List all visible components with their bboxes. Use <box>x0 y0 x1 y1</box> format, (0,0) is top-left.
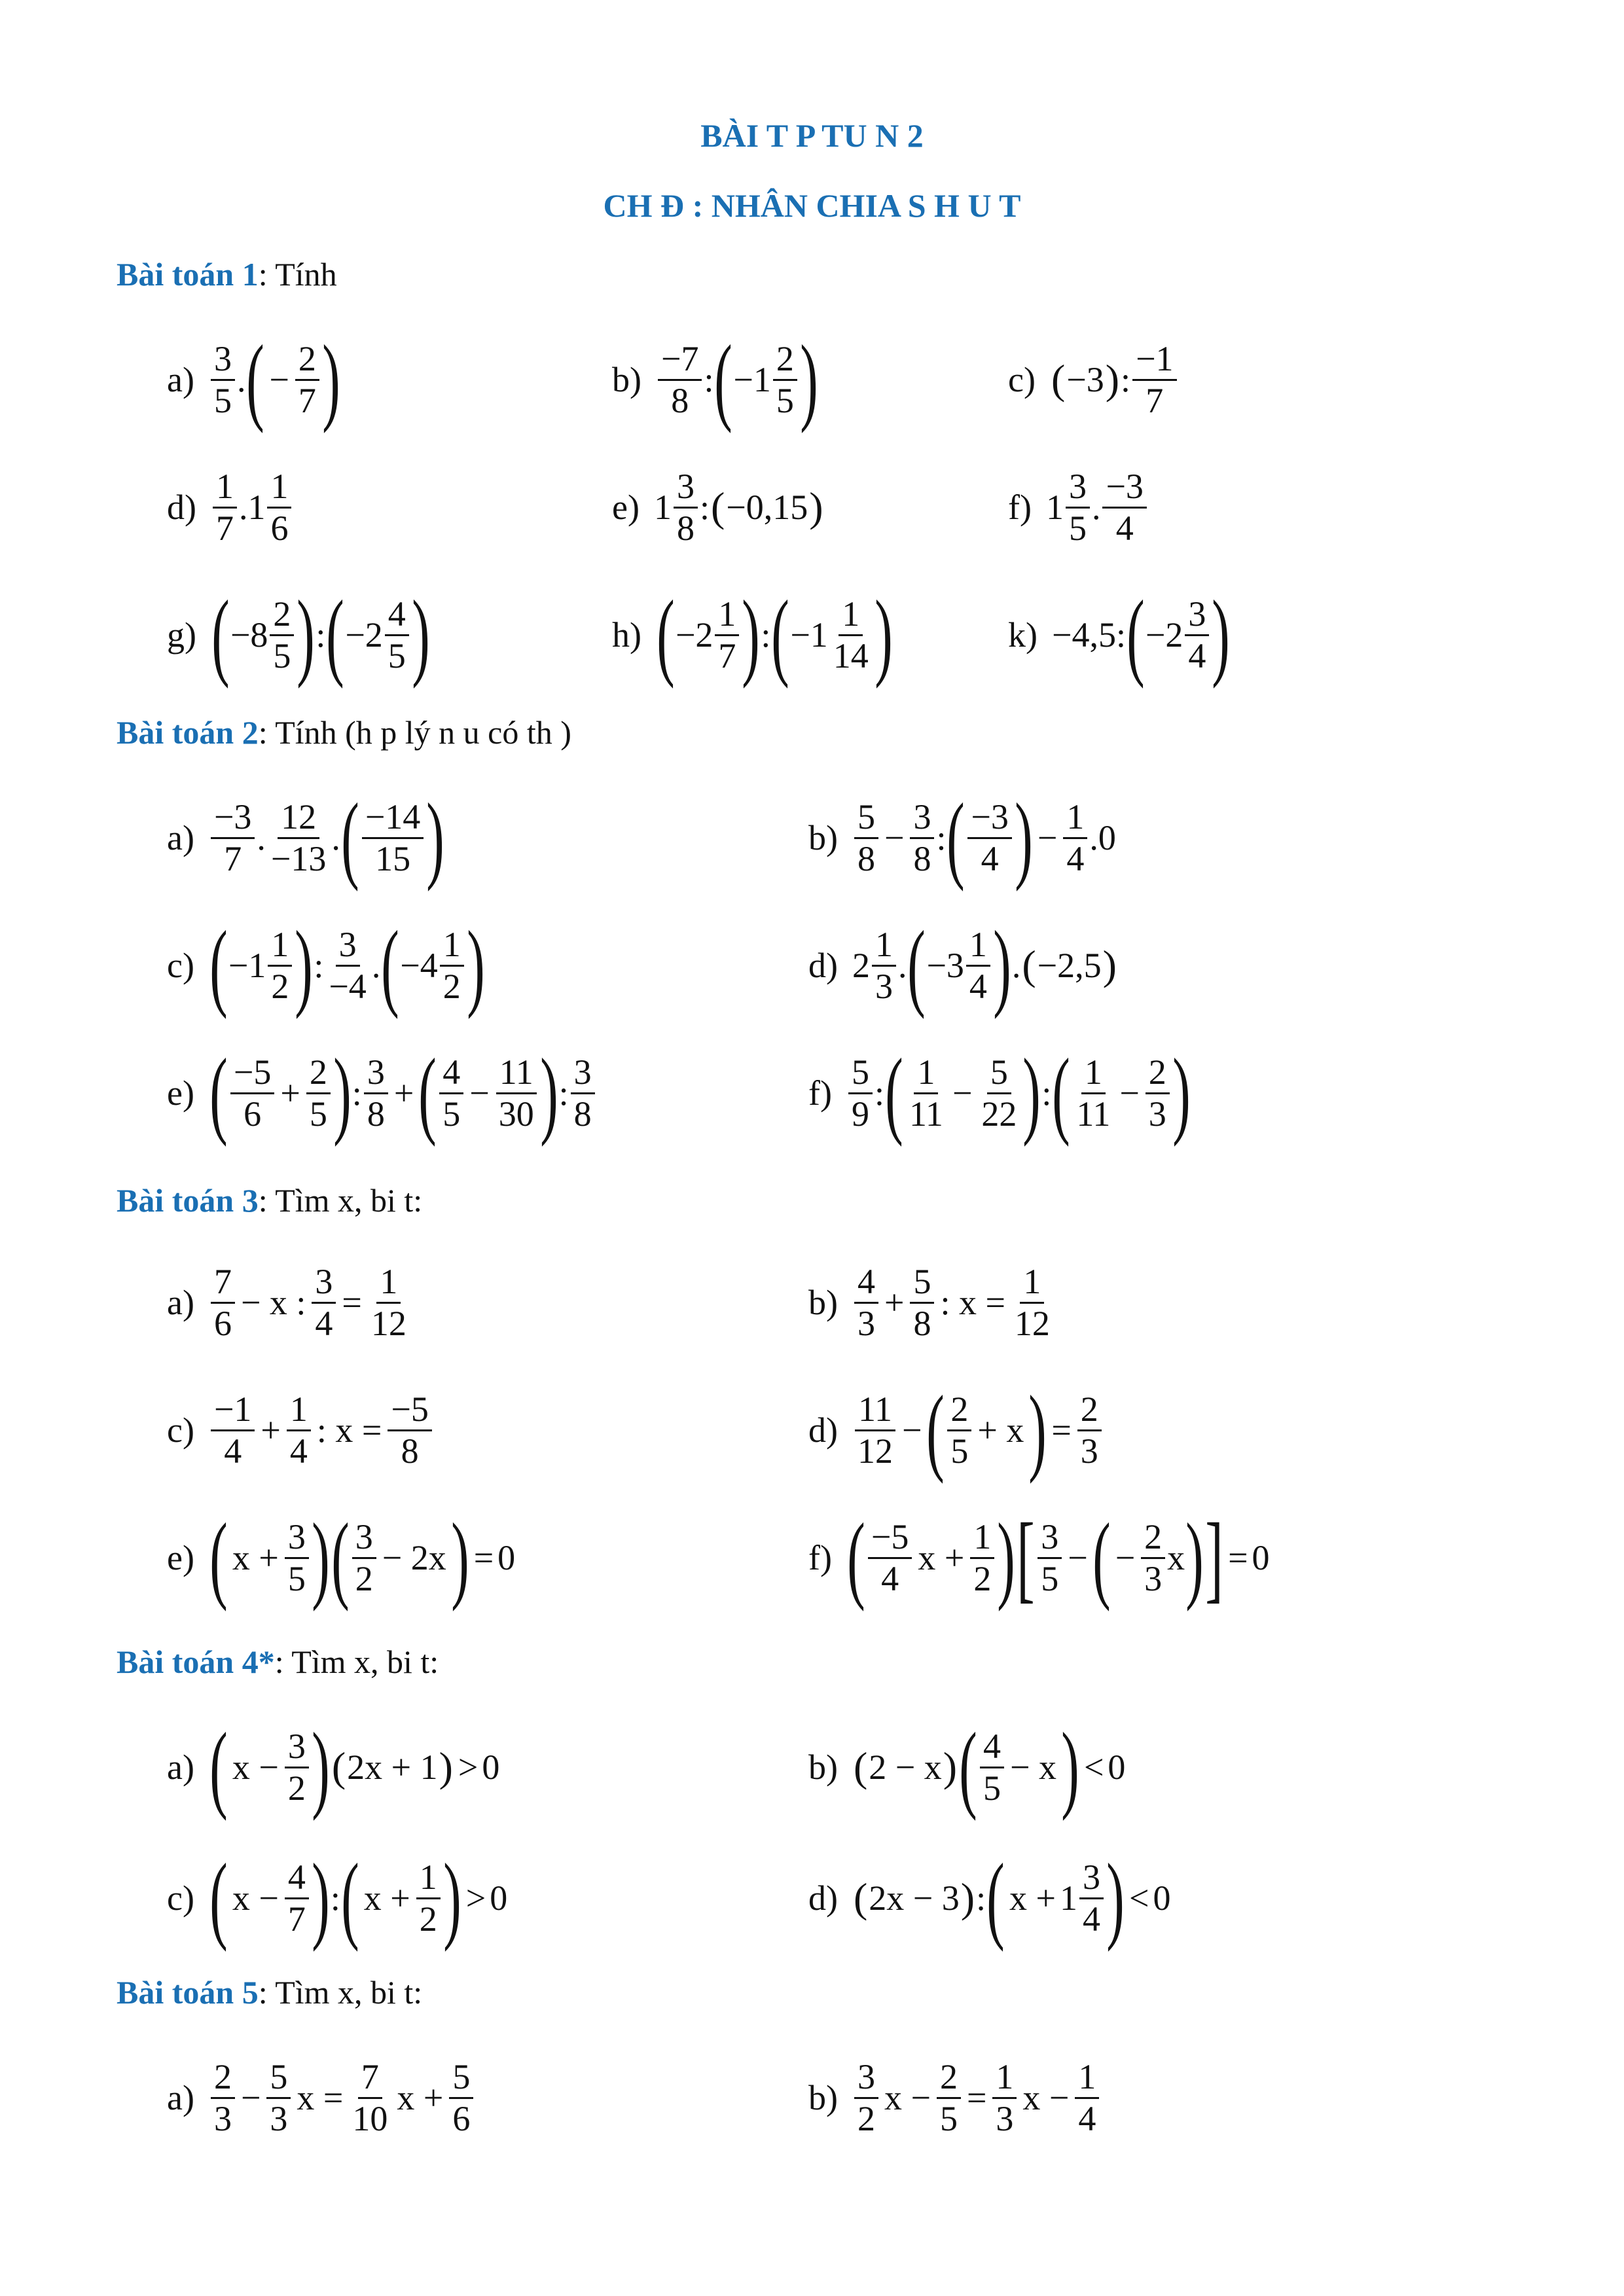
item-label: h) <box>612 615 641 655</box>
problem-heading <box>117 713 571 751</box>
fraction: $\frac{3}{2}$ <box>854 2057 878 2138</box>
item-label: k) <box>1008 615 1038 655</box>
item-label: d) <box>167 488 196 527</box>
item-label: d) <box>808 946 838 985</box>
exercise-item: d) 2 $\frac{1}{3}$ . ( −3 $\frac{1}{4}$ ) . ( −2,5 ) <box>808 911 1117 1020</box>
exercise-item: g) ( −8 $\frac{2}{5}$ ) : ( −2 $\frac{4}{5}$ ) <box>167 581 430 689</box>
fraction: $\frac{-3}{4}$ <box>1102 467 1146 548</box>
item-label: e) <box>167 1538 194 1577</box>
problem-instruction: : Tìm x, bi t: <box>274 1643 439 1680</box>
item-label: b) <box>808 1748 838 1787</box>
exercise-item: b) $\frac{-7}{8}$ : ( −1 $\frac{2}{5}$ ) <box>612 325 818 434</box>
item-label: e) <box>612 488 640 527</box>
fraction: $\frac{2}{3}$ <box>1141 1517 1165 1598</box>
problem-prefix: Bài toán 4* <box>117 1643 275 1680</box>
fraction: $\frac{11}{30}$ <box>496 1052 537 1134</box>
mixed-number: −2 $\frac{1}{7}$ <box>676 594 741 675</box>
worksheet-subtitle: CH Đ : NHÂN CHIA S H U T <box>603 187 1021 224</box>
exercise-item: c) ( −3 ) : $\frac{-1}{7}$ <box>1008 327 1179 432</box>
fraction: $\frac{1}{12}$ <box>1014 1262 1050 1343</box>
problem-instruction: : Tìm x, bi t: <box>258 1182 423 1219</box>
fraction: $\frac{3}{5}$ <box>1038 1517 1062 1598</box>
mixed-number: 1 $\frac{3}{5}$ <box>1046 467 1092 548</box>
fraction: $\frac{2}{3}$ <box>211 2057 235 2138</box>
item-label: b) <box>612 360 641 399</box>
problem-instruction: : Tìm x, bi t: <box>258 1974 423 2011</box>
exercise-item: a) $\frac{2}{3}$ − $\frac{5}{3}$ x = $\frac{7}{10}$ x + $\frac{5}{6}$ <box>167 2045 475 2150</box>
mixed-number: −3 $\frac{1}{4}$ <box>926 925 992 1006</box>
exercise-item: b) $\frac{3}{2}$ x − $\frac{2}{5}$ = $\frac{1}{3}$ x − $\frac{1}{4}$ <box>808 2045 1101 2150</box>
fraction: $\frac{-1}{7}$ <box>1132 339 1176 420</box>
problem-prefix: Bài toán 2 <box>117 714 259 751</box>
fraction: $\frac{2}{5}$ <box>306 1052 331 1134</box>
mixed-number: −2 $\frac{3}{4}$ <box>1146 594 1211 675</box>
problem-prefix: Bài toán 3 <box>117 1182 259 1219</box>
mixed-number: 1 $\frac{3}{8}$ <box>654 467 700 548</box>
fraction: $\frac{3}{4}$ <box>312 1262 336 1343</box>
problem-heading <box>117 1643 439 1681</box>
item-label: b) <box>808 1283 838 1322</box>
problem-heading <box>117 1973 422 2011</box>
fraction: $\frac{2}{3}$ <box>1146 1052 1170 1134</box>
mixed-number: 2 $\frac{1}{3}$ <box>852 925 898 1006</box>
fraction: $\frac{1}{3}$ <box>992 2057 1017 2138</box>
exercise-item: f) $\frac{5}{9}$ : ( $\frac{1}{11}$ − $\frac{5}{22}$ ) : ( $\frac{1}{11}$ − $\frac{2}{3}$ ) <box>808 1039 1191 1147</box>
exercise-item: a) ( x − $\frac{3}{2}$ ) ( 2x + 1 ) > 0 <box>167 1713 500 1821</box>
problem-heading <box>117 1181 422 1219</box>
fraction: $\frac{-1}{4}$ <box>211 1390 255 1471</box>
fraction: $\frac{-7}{8}$ <box>658 339 702 420</box>
exercise-item: a) $\frac{-3}{7}$ . $\frac{12}{-13}$ . ( $\frac{-14}{15}$ ) <box>167 783 445 892</box>
exercise-item: d) $\frac{1}{7}$ . 1 $\frac{1}{6}$ <box>167 455 293 560</box>
item-label: a) <box>167 360 194 399</box>
exercise-item: a) $\frac{7}{6}$ − x : $\frac{3}{4}$ = $\frac{1}{12}$ <box>167 1250 412 1355</box>
exercise-item: b) $\frac{4}{3}$ + $\frac{5}{8}$ : x = $\frac{1}{12}$ <box>808 1250 1055 1355</box>
fraction: $\frac{12}{-13}$ <box>270 797 327 878</box>
fraction: $\frac{3}{5}$ <box>285 1517 309 1598</box>
fraction: $\frac{11}{12}$ <box>854 1390 896 1471</box>
fraction: $\frac{1}{4}$ <box>1075 2057 1099 2138</box>
fraction: $\frac{1}{12}$ <box>370 1262 406 1343</box>
exercise-item: c) $\frac{-1}{4}$ + $\frac{1}{4}$ : x = $\frac{-5}{8}$ <box>167 1378 434 1482</box>
fraction: $\frac{5}{22}$ <box>981 1052 1017 1134</box>
mixed-number: −4 $\frac{1}{2}$ <box>400 925 465 1006</box>
exercise-item: d) ( 2x − 3 ) : ( x + 1 $\frac{3}{4}$ ) < 0 <box>808 1844 1171 1952</box>
fraction: $\frac{3}{8}$ <box>364 1052 388 1134</box>
fraction: $\frac{1}{2}$ <box>970 1517 994 1598</box>
fraction: $\frac{-5}{8}$ <box>388 1390 431 1471</box>
fraction: $\frac{3}{8}$ <box>571 1052 595 1134</box>
fraction: $\frac{5}{3}$ <box>266 2057 291 2138</box>
fraction: $\frac{1}{7}$ <box>213 467 237 548</box>
fraction: $\frac{1}{4}$ <box>1063 797 1087 878</box>
fraction: $\frac{3}{2}$ <box>352 1517 376 1598</box>
item-label: f) <box>1008 488 1032 527</box>
exercise-item: f) 1 $\frac{3}{5}$ . $\frac{-3}{4}$ <box>1008 455 1149 560</box>
item-label: e) <box>167 1073 194 1113</box>
fraction: $\frac{7}{6}$ <box>211 1262 235 1343</box>
item-label: d) <box>808 1410 838 1450</box>
exercise-item: b) $\frac{5}{8}$ − $\frac{3}{8}$ : ( $\frac{-3}{4}$ ) − $\frac{1}{4}$ .0 <box>808 783 1116 892</box>
item-label: f) <box>808 1538 832 1577</box>
problem-prefix: Bài toán 1 <box>117 256 259 293</box>
item-label: c) <box>1008 360 1036 399</box>
fraction: $\frac{3}{-4}$ <box>329 925 367 1006</box>
mixed-number: −1 $\frac{1}{14}$ <box>790 594 869 675</box>
fraction: $\frac{7}{10}$ <box>352 2057 388 2138</box>
item-label: a) <box>167 1283 194 1322</box>
item-label: a) <box>167 818 194 857</box>
item-label: f) <box>808 1073 832 1113</box>
exercise-item: c) ( x − $\frac{4}{7}$ ) : ( x + $\frac{1}{2}$ ) > 0 <box>167 1844 508 1952</box>
fraction: $\frac{4}{5}$ <box>980 1727 1004 1808</box>
exercise-item: b) ( 2 − x ) ( $\frac{4}{5}$ − x ) < 0 <box>808 1713 1126 1821</box>
fraction: $\frac{5}{8}$ <box>854 797 878 878</box>
exercise-item: h) ( −2 $\frac{1}{7}$ ) : ( −1 $\frac{1}{14}$ ) <box>612 581 893 689</box>
fraction: $\frac{5}{8}$ <box>910 1262 934 1343</box>
mixed-number: 1 $\frac{3}{4}$ <box>1060 1857 1106 1939</box>
fraction: $\frac{-5}{6}$ <box>230 1052 274 1134</box>
fraction: $\frac{3}{8}$ <box>910 797 934 878</box>
fraction: $\frac{5}{6}$ <box>449 2057 473 2138</box>
exercise-item: c) ( −1 $\frac{1}{2}$ ) : $\frac{3}{-4}$ . ( −4 $\frac{1}{2}$ ) <box>167 911 485 1020</box>
fraction: $\frac{2}{3}$ <box>1077 1390 1102 1471</box>
fraction: $\frac{-3}{7}$ <box>211 797 255 878</box>
fraction: $\frac{2}{5}$ <box>947 1390 971 1471</box>
fraction: $\frac{-5}{4}$ <box>868 1517 912 1598</box>
fraction: $\frac{1}{11}$ <box>909 1052 943 1134</box>
fraction: $\frac{2}{5}$ <box>937 2057 961 2138</box>
item-label: b) <box>808 2078 838 2117</box>
fraction: $\frac{1}{2}$ <box>416 1857 441 1939</box>
item-label: b) <box>808 818 838 857</box>
worksheet-title: BÀI T P TU N 2 <box>700 117 924 154</box>
item-label: a) <box>167 2078 194 2117</box>
mixed-number: −8 $\frac{2}{5}$ <box>230 594 296 675</box>
item-label: g) <box>167 615 196 655</box>
fraction: $\frac{-3}{4}$ <box>967 797 1011 878</box>
problem-prefix: Bài toán 5 <box>117 1974 259 2011</box>
item-label: c) <box>167 946 194 985</box>
fraction: $\frac{1}{4}$ <box>287 1390 311 1471</box>
problem-instruction: : Tính <box>258 256 337 293</box>
mixed-number: −1 $\frac{2}{5}$ <box>733 339 799 420</box>
fraction: $\frac{2}{7}$ <box>295 339 319 420</box>
fraction: $\frac{4}{5}$ <box>439 1052 463 1134</box>
problem-instruction: : Tính (h p lý n u có th ) <box>258 714 571 751</box>
fraction: $\frac{4}{3}$ <box>854 1262 878 1343</box>
item-label: c) <box>167 1878 194 1918</box>
fraction: $\frac{3}{2}$ <box>285 1727 309 1808</box>
fraction: $\frac{1}{11}$ <box>1076 1052 1111 1134</box>
mixed-number: 1 $\frac{1}{6}$ <box>247 467 293 548</box>
fraction: $\frac{4}{7}$ <box>285 1857 309 1939</box>
fraction: $\frac{5}{9}$ <box>848 1052 873 1134</box>
exercise-item: e) ( $\frac{-5}{6}$ + $\frac{2}{5}$ ) : $\frac{3}{8}$ + ( $\frac{4}{5}$ − $\frac{11}{30}$ ) : $\frac{3}{8}$ <box>167 1041 597 1145</box>
item-label: d) <box>808 1878 838 1918</box>
mixed-number: −2 $\frac{4}{5}$ <box>345 594 410 675</box>
exercise-item: k) −4,5 : ( −2 $\frac{3}{4}$ ) <box>1008 581 1231 689</box>
exercise-item: d) $\frac{11}{12}$ − ( $\frac{2}{5}$ + x ) = $\frac{2}{3}$ <box>808 1378 1104 1482</box>
fraction: $\frac{-14}{15}$ <box>362 797 424 878</box>
problem-heading <box>117 255 337 293</box>
fraction: $\frac{3}{5}$ <box>211 339 235 420</box>
mixed-number: −1 $\frac{1}{2}$ <box>228 925 294 1006</box>
exercise-item: a) $\frac{3}{5}$ . ( − $\frac{2}{7}$ ) <box>167 325 340 434</box>
item-label: c) <box>167 1410 194 1450</box>
item-label: a) <box>167 1748 194 1787</box>
exercise-item: f) ( $\frac{-5}{4}$ x + $\frac{1}{2}$ ) [ $\frac{3}{5}$ − ( − $\frac{2}{3}$ x ) ] = 0 <box>808 1503 1270 1612</box>
exercise-item: e) ( x + $\frac{3}{5}$ ) ( $\frac{3}{2}$ − 2x ) = 0 <box>167 1503 516 1612</box>
exercise-item: e) 1 $\frac{3}{8}$ : ( −0,15 ) <box>612 467 823 548</box>
